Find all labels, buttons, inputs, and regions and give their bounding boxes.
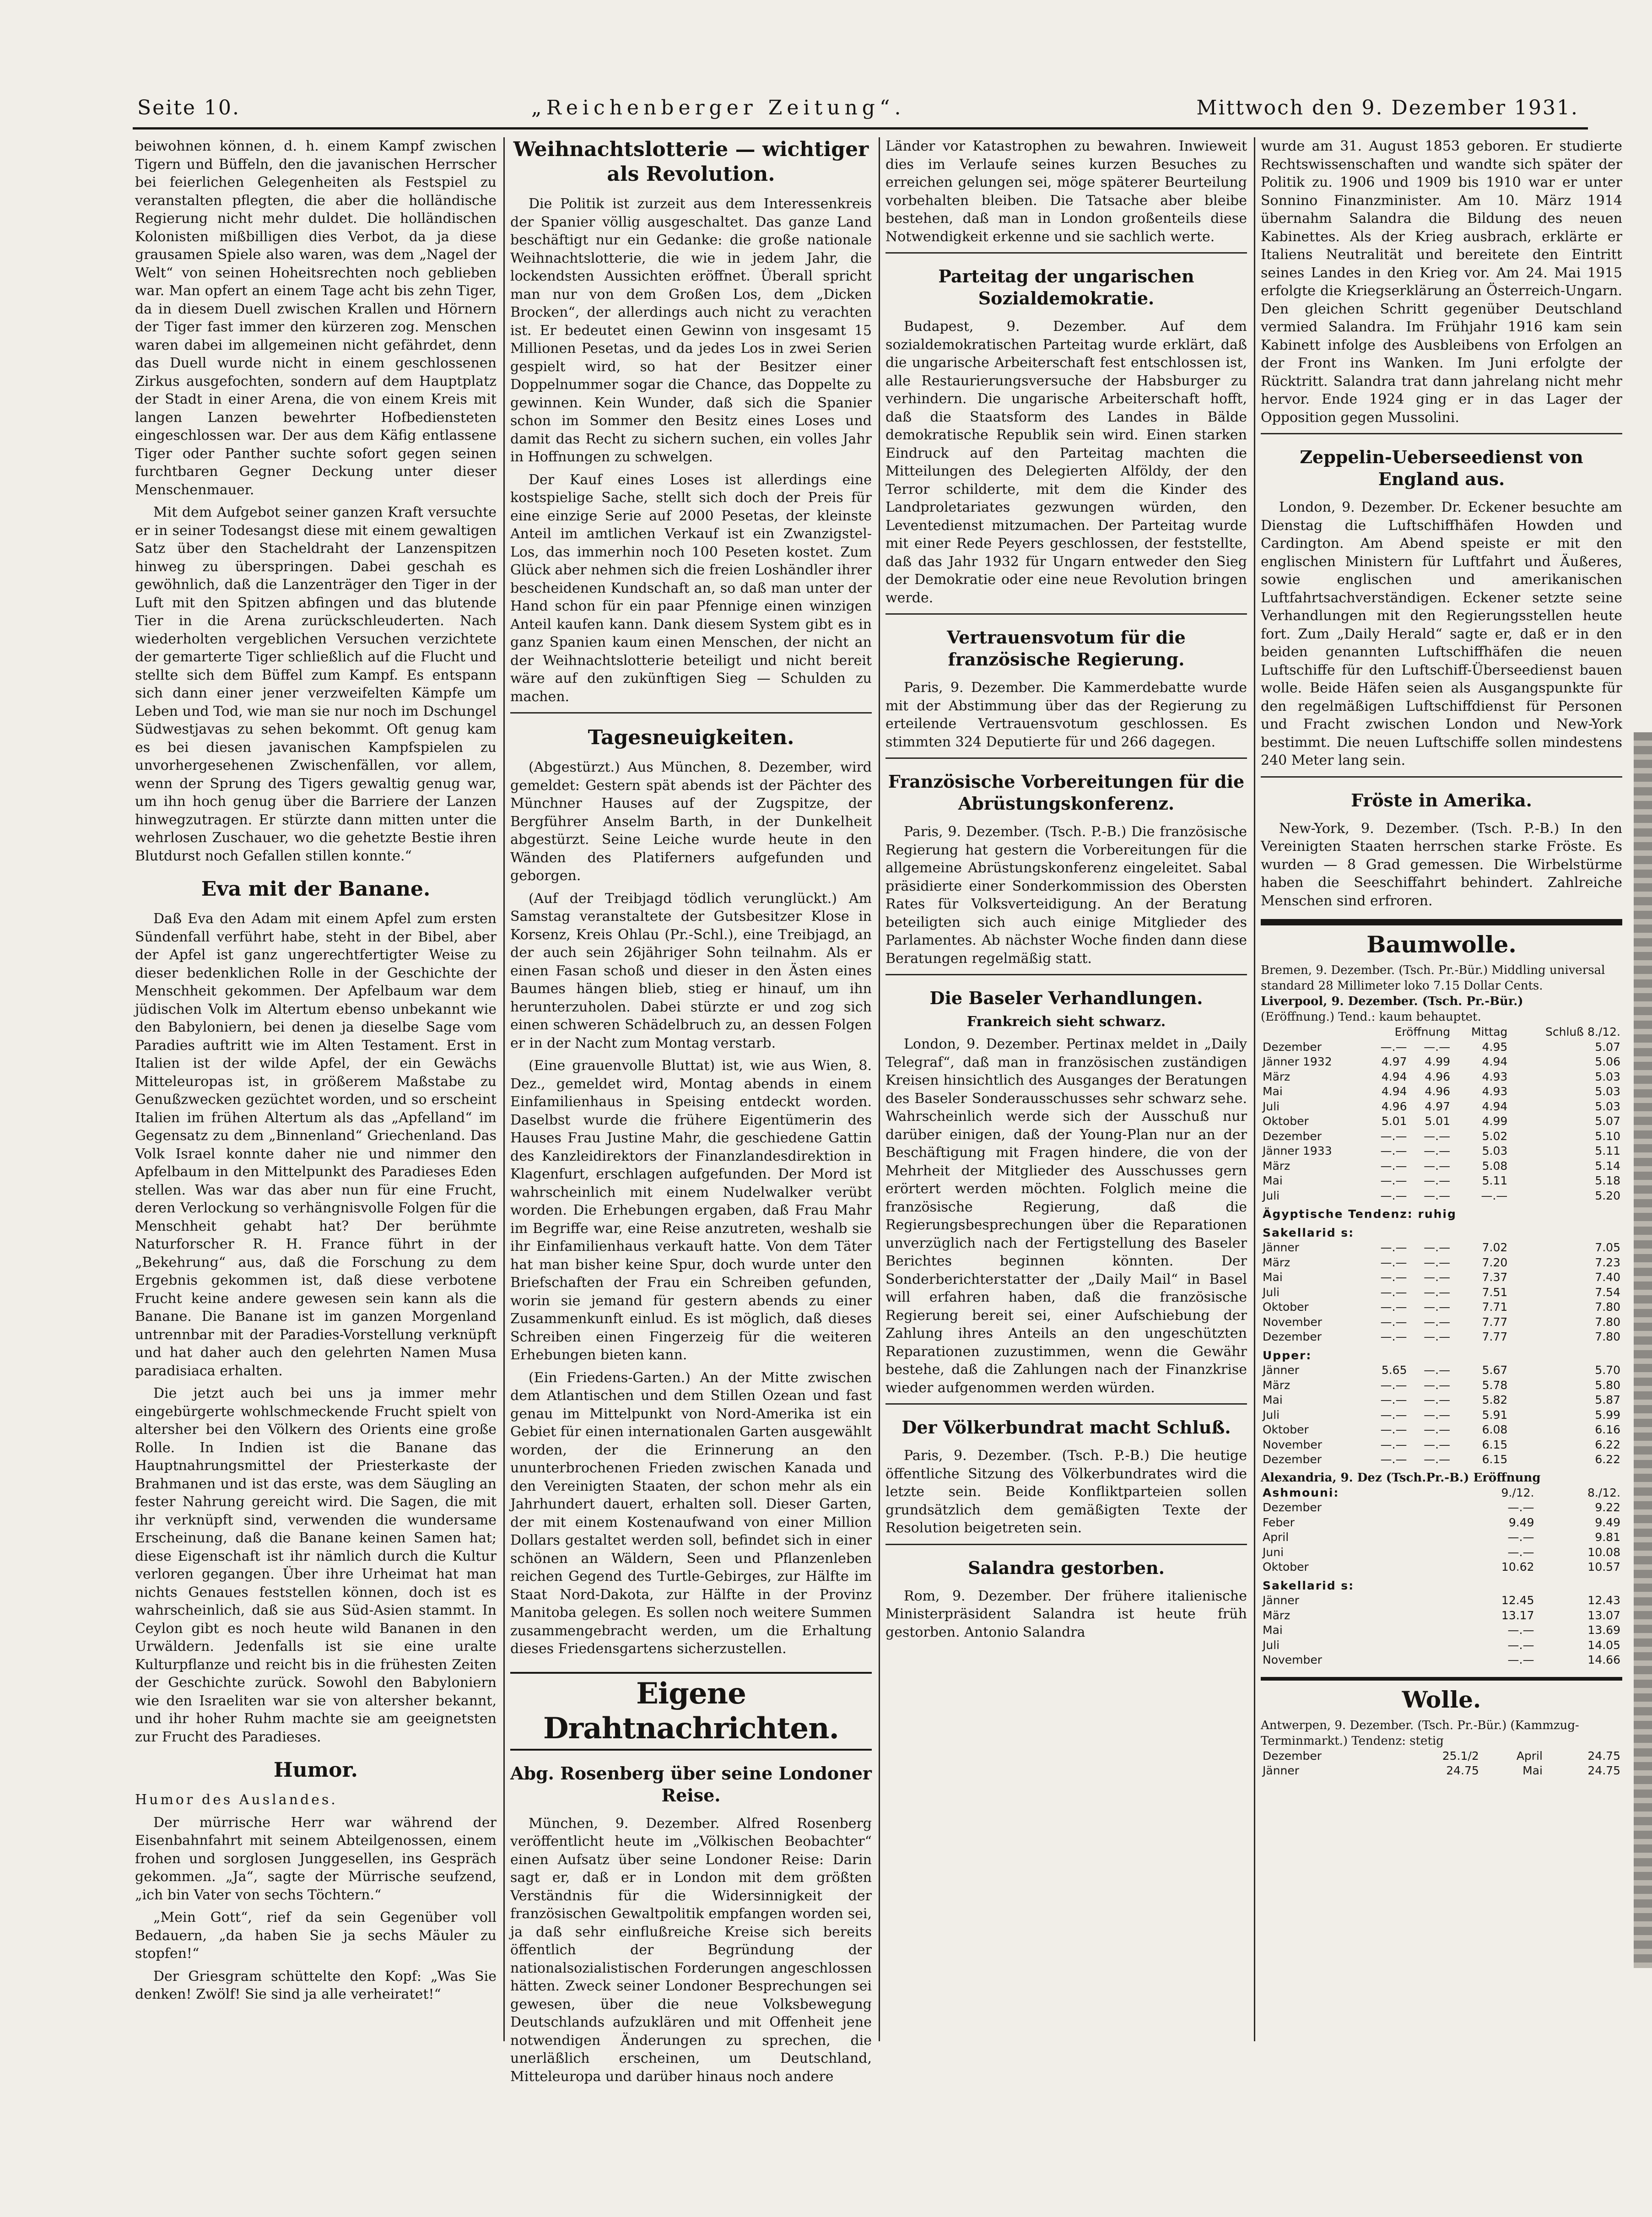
table-row-label: Mai — [1263, 1085, 1283, 1098]
table-cell: —.— — [1380, 1300, 1407, 1314]
table-cell: 24.75 — [1587, 1764, 1620, 1777]
news-item-absturz: (Abgestürzt.) Aus München, 8. Dezember, wird gemeldet: Gestern spät abends ist der Pächter des Münchner Hauses auf der Zugspitze, der Bergführer Anselm Barth, in der Dunkelheit abgestürzt. Seine Leiche wurde heute in den Wänden des Platiferners aufgefunden und geborgen. — [510, 759, 872, 884]
table-group-row — [1261, 1203, 1622, 1222]
headline-eva: Eva mit der Banane. — [201, 877, 431, 901]
table-cell: 5.11 — [1482, 1174, 1508, 1187]
table-cell: 9.49 — [1595, 1515, 1620, 1529]
table-row-label: März — [1263, 1070, 1290, 1083]
table-cell: 6.22 — [1595, 1453, 1620, 1466]
table-row-label: Oktober — [1263, 1560, 1309, 1574]
table-cell: 7.54 — [1595, 1285, 1620, 1299]
table-cell: 5.06 — [1595, 1055, 1620, 1068]
table-cell: 4.96 — [1381, 1099, 1407, 1113]
table-cell: 12.43 — [1587, 1594, 1620, 1607]
table-group-row — [1261, 1222, 1622, 1241]
table-cell: 6.15 — [1482, 1453, 1508, 1466]
table-row-label: April — [1263, 1530, 1289, 1544]
table-cell: —.— — [1424, 1189, 1451, 1202]
table-cell: 7.80 — [1595, 1315, 1620, 1329]
salandra-paragraph: Rom, 9. Dezember. Der frühere italienische Ministerpräsident Salandra ist heute früh gestorben. Antonio Salandra — [885, 1588, 1247, 1640]
table-row — [1261, 1623, 1622, 1638]
table-row-label: November — [1263, 1438, 1323, 1451]
table-cell: —.— — [1380, 1129, 1407, 1143]
table-row-label: Juli — [1263, 1638, 1280, 1652]
news-item-friedensgarten: (Ein Friedens-Garten.) An der Mitte zwischen dem Atlantischen und dem Stillen Ozean und fast genau im Mittelpunkt von Nord-Amerika ist ein Gebiet für einen internationalen Garten ausgewählt worden, der die Erinnerung an den ununterbrochenen Frieden zwischen Kanada und den Vereinigten Staaten, der schon mehr als ein Jahrhundert dauert, erhalten soll. Dieser Garten, der mit einem Kostenaufwand von einer Million Dollars gestaltet werden soll, befindet sich in einer schönen an Wäldern, Seen und Pflanzenleben reichen Gegend des Turtle-Gebirges, zur Hälfte im Staat Nord-Dakota, zur Hälfte in der Provinz Manitoba gelegen. Es sollen noch weitere Summen zusammengebracht werden, um die Erhaltung dieses Friedensgartens sicherzustellen. — [510, 1369, 872, 1657]
table-row — [1261, 1749, 1622, 1764]
table-cell: —.— — [1424, 1315, 1451, 1329]
table-row — [1261, 1422, 1622, 1438]
table-row-label: Dezember — [1263, 1040, 1322, 1054]
table-cell: 5.10 — [1595, 1129, 1620, 1143]
table-cell: 6.22 — [1595, 1438, 1620, 1451]
table-row-label: Mai — [1263, 1174, 1283, 1187]
table-row-label: Mai — [1263, 1623, 1283, 1637]
table-cell: 5.99 — [1595, 1408, 1620, 1422]
table-cell: —.— — [1424, 1438, 1451, 1451]
table-cell: 4.99 — [1425, 1055, 1451, 1068]
table-row — [1261, 1438, 1622, 1453]
table-cell: 5.78 — [1482, 1378, 1508, 1392]
liverpool-head: Liverpool, 9. Dezember. (Tsch. Pr.-Bür.) — [1261, 995, 1523, 1008]
headline-zeppelin: Zeppelin-Ueberseedienst von England aus. — [1300, 447, 1583, 489]
headline-salandra: Salandra gestorben. — [968, 1557, 1165, 1578]
table-cell: —.— — [1380, 1189, 1407, 1202]
table-cell: 6.15 — [1482, 1438, 1508, 1451]
egyptian-tendency: Ägyptische Tendenz: ruhig — [1263, 1207, 1457, 1221]
table-cell: —.— — [1424, 1453, 1451, 1466]
lottery-paragraph-2: Der Kauf eines Loses ist allerdings eine kostspielige Sache, stellt sich doch der Preis für eine einzige Serie auf 2000 Pesetas, der kleinste Anteil im amtlichen Verkauf ist ein Zwanzigstel-Los, das immerhin noch 100 Peseten kostet. Zum Glück aber nehmen sich die freien Loshändler ihrer bescheidenen Kundschaft an, so daß man unter der Hand schon für ein paar Pfennige einen winzigen Anteil kaufen kann. Dank diesem System gibt es in ganz Spanien kaum einen Menschen, der nicht an der Weihnachtslotterie beteiligt und nicht bereit wäre auf den zukünftigen Sieg — Schulden zu machen. — [510, 471, 872, 705]
headline-ungarn: Parteitag der ungarischen Sozialdemokratie. — [938, 266, 1194, 308]
table-cell: —.— — [1424, 1408, 1451, 1422]
alexandria-table — [1261, 1486, 1622, 1668]
news-item-treibjagd: (Auf der Treibjagd tödlich verunglückt.) Am Samstag veranstaltete der Gutsbesitzer Klose in Korsenz, Kreis Ohlau (Pr.-Schl.), eine Treibjagd, an der auch sein 26jähriger Sohn teilnahm. Als er einen Fasan schoß und dieser in den Ästen eines Baumes hängen blieb, stieg er hinauf, um ihn herunterzuholen. Dabei stürzte er und zog sich einen schweren Schädelbruch zu, an dessen Folgen er in der Nacht zum Montag verstarb. — [510, 890, 872, 1051]
table-cell: —.— — [1380, 1271, 1407, 1284]
market-section-bar — [1261, 1677, 1622, 1681]
table-cell: —.— — [1481, 1189, 1508, 1202]
group-label-sakellarid-2: Sakellarid s: — [1263, 1579, 1355, 1592]
table-row — [1261, 1300, 1622, 1315]
table-cell: 5.67 — [1482, 1363, 1508, 1377]
table-row — [1261, 1530, 1622, 1545]
salandra-continued: wurde am 31. August 1853 geboren. Er studierte Rechtswissenschaften und wandte sich später der Politik zu. 1906 und 1909 bis 1910 war er unter Sonnino Finanzminister. Am 10. März 1914 übernahm Salandra die Bildung des neuen Kabinettes. Als der Krieg ausbrach, erklärte er Italiens Neutralität und bereitete den Eintritt seines Landes in den Krieg vor. Am 24. Mai 1915 erfolgte die Kriegserklärung an Österreich-Ungarn. Den gleichen Schritt gegenüber Deutschland vermied Salandra. Im Frühjahr 1916 kam sein Kabinett infolge des Ausbleibens von Erfolgen an der Front ins Wanken. Im Juni erfolgte der Rücktritt. Salandra trat dann jahrelang nicht mehr hervor. Ende 1924 ging er in das Lager der Opposition gegen Mussolini. — [1261, 138, 1622, 426]
table-cell: 5.20 — [1595, 1189, 1620, 1202]
table-row-label: Jänner — [1263, 1363, 1300, 1377]
liverpool-table — [1261, 1025, 1622, 1467]
table-row-label: Juli — [1263, 1408, 1280, 1422]
table-cell: 7.05 — [1595, 1241, 1620, 1254]
table-cell: —.— — [1507, 1623, 1534, 1637]
table-cell: —.— — [1380, 1285, 1407, 1299]
table-row — [1261, 1593, 1622, 1608]
table-cell: 9.81 — [1595, 1530, 1620, 1544]
section-rule — [885, 1544, 1247, 1545]
table-cell: 9.22 — [1595, 1501, 1620, 1514]
table-cell: —.— — [1424, 1378, 1451, 1392]
table-cell: 9.49 — [1508, 1515, 1534, 1529]
table-cell: 10.62 — [1501, 1560, 1534, 1574]
table-row-label: Juli — [1263, 1285, 1280, 1299]
header-rule — [133, 127, 1588, 130]
table-cell: 4.97 — [1425, 1099, 1451, 1113]
table-cell: 4.94 — [1381, 1070, 1407, 1083]
binding-edge-strip — [1634, 732, 1652, 1968]
table-cell: 14.66 — [1587, 1653, 1620, 1666]
table-row-label: Oktober — [1263, 1423, 1309, 1436]
table-cell: 5.70 — [1595, 1363, 1620, 1377]
table-cell: —.— — [1380, 1241, 1407, 1254]
table-row — [1261, 1040, 1622, 1055]
table-cell: 7.80 — [1595, 1300, 1620, 1314]
table-row — [1261, 1315, 1622, 1330]
headline-lottery: Weihnachtslotterie — wichtiger als Revolution. — [513, 138, 869, 186]
table-cell: —.— — [1424, 1330, 1451, 1343]
table-cell: 7.02 — [1482, 1241, 1508, 1254]
table-row-label: Dezember — [1263, 1129, 1322, 1143]
table-col-header: 9./12. — [1501, 1486, 1534, 1499]
table-row — [1261, 1270, 1622, 1285]
humor-paragraph-1: Der mürrische Herr war während der Eisenbahnfahrt mit seinem Abteilgenossen, einem frohen und sorglosen Junggesellen, ins Gespräch gekommen. „Ja“, sagte der Mürrische seufzend, „ich bin Vater von sechs Töchtern.“ — [135, 1814, 497, 1903]
table-cell: —.— — [1507, 1653, 1534, 1666]
table-cell: 5.87 — [1595, 1393, 1620, 1406]
section-rule — [1261, 433, 1622, 434]
table-row — [1261, 1129, 1622, 1144]
abruestung-paragraph: Paris, 9. Dezember. (Tsch. P.-B.) Die französische Regierung hat gestern die Vorbereitungen für die allgemeine Abrüstungskonferenz eingeleitet. Sabal präsidierte einer Sonderkommission des Obersten Rates für Volksverteidigung. An der Beratung beteiligten sich auch einige Mitglieder des Parlamentes. Ab nächster Woche finden dann diese Beratungen regelmäßig statt. — [885, 824, 1247, 967]
antwerpen-table — [1261, 1749, 1622, 1779]
eva-paragraph-1: Daß Eva den Adam mit einem Apfel zum ersten Sündenfall verführt habe, steht in der Bibel, aber der Apfel ist ganz ungerechtfertigter Weise zu dieser bedenklichen Rolle in der Geschichte der Menschheit gekommen. Der Apfelbaum war dem jüdischen Volk im Altertum ebenso unbekannt wie den Babyloniern, bei denen ja dieselbe Sage vom Paradies auftritt wie im Alten Testament. Erst in Italien ist der wilde Apfel, der ein Gewächs Mitteleuropas ist, in größerem Maßstabe zu Genußzwecken gezüchtet worden, und so erscheint Italien im frühen Altertum als das „Apfelland“ im Gegensatz zu dem „Binnenland“ Griechenland. Das Volk Israel konnte daher nie und nimmer den Apfelbaum in den Mittelpunkt des Paradieses Eden stellen. Was war das aber nun für eine Frucht, deren Verlockung so verhängnisvolle Folgen für die Menschheit gehabt hat? Der berühmte Naturforscher R. H. France führt in der „Bekehrung“ aus, daß die Forschung zu dem Ergebnis gekommen ist, daß diese verbotene Frucht keine andere gewesen sein kann als die Banane. Die Banane ist im ganzen Morgenland untrennbar mit der Paradies-Vorstellung verknüpft und hat daher auch den gelehrten Namen Musa paradisiaca erhalten. — [135, 911, 497, 1379]
vertrauensvotum-paragraph: Paris, 9. Dezember. Die Kammerdebatte wurde mit der Abstimmung über das der Regierung zu erteilende Vertrauensvotum geschlossen. Es stimmten 324 Deputierte für und 266 dagegen. — [885, 680, 1247, 750]
humor-subheading: Humor des Auslandes. — [135, 1792, 338, 1808]
table-row — [1261, 1255, 1622, 1271]
table-row — [1261, 1393, 1622, 1408]
zeppelin-paragraph: London, 9. Dezember. Dr. Eckener besuchte am Dienstag die Luftschiffhäfen Howden und Cardington. Am Abend speiste er mit den englischen Ministern für Luftfahrt und Äußeres, sowie englischen und amerikanischen Luftfahrtsachverständigen. Eckener setzte seine Verhandlungen mit den Regierungsstellen heute fort. Zum „Daily Herald“ sagte er, daß er in den beiden genannten Luftschiffhäfen die neuen Luftschiffe für den Luftschiff-Überseedienst bauen wolle. Beide Häfen seien als Ausgangspunkte für den regelmäßigen Luftschiffdienst für Personen und Fracht zwischen London und New-York bestimmt. Die neuen Luftschiffe sollen mindestens 240 Meter lang sein. — [1261, 499, 1622, 768]
table-row — [1261, 1173, 1622, 1189]
table-cell: —.— — [1380, 1423, 1407, 1436]
section-rule — [510, 712, 872, 714]
table-row — [1261, 1099, 1622, 1114]
table-row — [1261, 1114, 1622, 1129]
table-cell: 7.20 — [1482, 1255, 1508, 1269]
table-row — [1261, 1500, 1622, 1515]
table-cell: 13.17 — [1501, 1608, 1534, 1622]
table-cell: 5.82 — [1482, 1393, 1508, 1406]
table-cell: 5.03 — [1595, 1085, 1620, 1098]
table-cell: 4.94 — [1482, 1055, 1508, 1068]
table-cell: 5.07 — [1595, 1040, 1620, 1054]
table-cell: 7.77 — [1482, 1315, 1508, 1329]
table-row-label: Mai — [1263, 1393, 1283, 1406]
table-cell: —.— — [1507, 1501, 1534, 1514]
headline-voelkerbund: Der Völkerbundrat macht Schluß. — [902, 1417, 1231, 1438]
table-cell: 5.11 — [1595, 1144, 1620, 1157]
section-rule — [885, 757, 1247, 759]
page-header — [137, 92, 1579, 124]
table-cell: 10.08 — [1587, 1545, 1620, 1559]
headline-abruestung: Französische Vorbereitungen für die Abrüstungskonferenz. — [888, 771, 1245, 814]
table-cell: 5.07 — [1595, 1114, 1620, 1128]
table-cell: —.— — [1380, 1330, 1407, 1343]
froeste-paragraph: New-York, 9. Dezember. (Tsch. P.-B.) In den Vereinigten Staaten herrschen starke Fröste. Es wurden — 8 Grad gemessen. Die Wirbelstürme haben die Seeschiffahrt behindert. Zahlreiche Menschen sind erfroren. — [1261, 820, 1622, 909]
table-row-label: Oktober — [1263, 1114, 1309, 1128]
headline-baumwolle: Baumwolle. — [1366, 931, 1517, 958]
alexandria-head: Alexandria, 9. Dez (Tsch.Pr.-B.) Eröffnung — [1261, 1471, 1541, 1485]
table-row — [1261, 1378, 1622, 1393]
table-cell: 5.14 — [1595, 1159, 1620, 1173]
market-section-bar — [1261, 919, 1622, 925]
table-col-header: Schluß 8./12. — [1545, 1025, 1620, 1038]
subheadline-baseler: Frankreich sieht schwarz. — [966, 1014, 1166, 1030]
table-row — [1261, 1084, 1622, 1099]
table-cell: 5.18 — [1595, 1174, 1620, 1187]
headline-baseler: Die Baseler Verhandlungen. — [929, 988, 1203, 1008]
table-row — [1261, 1653, 1622, 1668]
table-cell: 5.08 — [1482, 1159, 1508, 1173]
table-row-label: Mai — [1263, 1271, 1283, 1284]
table-cell: —.— — [1380, 1255, 1407, 1269]
news-item-bluttat: (Eine grauenvolle Bluttat) ist, wie aus Wien, 8. Dez., gemeldet wird, Montag abends in einem Einfamilienhaus in Speising entdeckt worden. Daselbst wurde die frühere Eigentümerin des Hauses Frau Justine Mahr, die geschiedene Gattin des Kanzleidirektors der Finanzlandesdirektion in Klagenfurt, erschlagen aufgefunden. Der Mord ist wahrscheinlich mit einem Nudelwalker verübt worden. Die Erhebungen ergaben, daß Frau Mahr im Begriffe war, eine Reise anzutreten, weshalb sie ihr Einfamilienhaus verkauft hatte. Von dem Täter hat man bisher keine Spur, doch wurde unter den Briefschaften der Frau ein Schreiben gefunden, worin sie jemand für gestern abends zu einer Zusammenkunft einlud. Es ist möglich, daß dieses Schreiben einen Fingerzeig für die weiteren Erhebungen bieten kann. — [510, 1058, 872, 1363]
table-cell: 25.1/2 — [1442, 1749, 1479, 1763]
table-row-label: Feber — [1263, 1515, 1295, 1529]
bremen-quote: Bremen, 9. Dezember. (Tsch. Pr.-Bür.) Middling universal standard 28 Millimeter loko 7.15 Dollar Cents. — [1261, 963, 1605, 993]
table-cell: 10.57 — [1587, 1560, 1620, 1574]
eva-paragraph-2: Die jetzt auch bei uns ja immer mehr eingebürgerte wohlschmeckende Frucht spielt von altersher bei den Völkern des Orients eine große Rolle. In Indien ist die Banane das Hauptnahrungsmittel der Priesterkaste der Brahmanen und ist das erste, was dem Säugling an fester Nahrung gereicht wird. Die Sagen, die mit ihr verknüpft sind, verwenden die wundersame Erscheinung, daß die Banane keinen Samen hat; diese Eigenschaft ist ihr nämlich durch die Kultur verloren gegangen. Über ihre Urheimat hat man nichts Genaues feststellen können, doch ist es wahrscheinlich, daß sie aus Süd-Asien stammt. In Ceylon gibt es noch heute wild Bananen in den Urwäldern. Jedenfalls ist sie eine uralte Kulturpflanze und reicht bis in die frühesten Zeiten der Geschichte zurück. Sowohl den Babyloniern wie den Israeliten war sie von altersher bekannt, und ihr hoher Ruhm machte sie am geeignetsten zur Frucht des Paradieses. — [135, 1385, 497, 1745]
table-cell: —.— — [1424, 1363, 1451, 1377]
table-cell: 5.80 — [1595, 1378, 1620, 1392]
table-row — [1261, 1763, 1622, 1779]
table-header-row — [1261, 1486, 1622, 1501]
table-cell: 13.07 — [1587, 1608, 1620, 1622]
table-cell: —.— — [1424, 1255, 1451, 1269]
table-row — [1261, 1054, 1622, 1070]
table-header-row — [1261, 1025, 1622, 1040]
table-row-label: März — [1263, 1378, 1290, 1392]
table-col-header: Mittag — [1471, 1025, 1508, 1038]
section-rule — [885, 974, 1247, 975]
table-cell: —.— — [1424, 1040, 1451, 1054]
table-cell: —.— — [1424, 1271, 1451, 1284]
tiger-article-paragraph: Mit dem Aufgebot seiner ganzen Kraft versuchte er in seiner Todesangst diese mit einem gewaltigen Satz über den Stacheldraht der Lanzenspitzen hinweg zu überspringen. Dabei geschah es gewöhnlich, daß die Lanzenträger den Tiger in der Luft mit den Spitzen abfingen und das blutende Tier in die Arena zurückschleuderten. Nach wiederholten vergeblichen Versuchen verzichtete der gemarterte Tiger schließlich auf die Flucht und stellte sich dem Büffel zum Kampf. Es entspann sich dann einer jener verzweifelten Kämpfe um Leben und Tod, wie man sie nur noch im Dschungel Südwestjavas zu sehen bekommt. Oft genug kam es bei diesen javanischen Kampfspielen zu unvorhergesehenen Zwischenfällen, vor allem, wenn der Sprung des Tigers gewaltig genug war, um ihn hoch genug über die Barriere der Lanzen hinwegzutragen. Er stürzte dann mitten unter die wehrlosen Zuschauer, wo die gehetzte Bestie ihren Blutdurst noch Gefallen stillen konnte.“ — [135, 504, 497, 864]
table-cell: —.— — [1424, 1300, 1451, 1314]
table-cell: 5.02 — [1482, 1129, 1508, 1143]
table-cell: 5.01 — [1425, 1114, 1451, 1128]
table-cell: —.— — [1424, 1159, 1451, 1173]
table-cell: —.— — [1380, 1453, 1407, 1466]
antwerpen-head: Antwerpen, 9. Dezember. (Tsch. Pr.-Bür.) (Kammzug-Terminmarkt.) Tendenz: stetig — [1261, 1718, 1579, 1748]
table-cell: 4.93 — [1482, 1070, 1508, 1083]
table-cell: 4.96 — [1425, 1070, 1451, 1083]
table-cell: 13.69 — [1587, 1623, 1620, 1637]
table-row-label: Juli — [1263, 1099, 1280, 1113]
table-cell: —.— — [1380, 1159, 1407, 1173]
table-cell: 7.80 — [1595, 1330, 1620, 1343]
table-cell: 5.01 — [1381, 1114, 1407, 1128]
column-divider — [1254, 137, 1255, 2041]
table-row-label: Juli — [1263, 1189, 1280, 1202]
table-row-label: Jänner — [1263, 1241, 1300, 1254]
liverpool-tendency: (Eröffnung.) Tend.: kaum behauptet. — [1261, 1010, 1481, 1024]
table-row — [1261, 1515, 1622, 1530]
table-cell: Mai — [1522, 1764, 1543, 1777]
table-cell: 4.94 — [1381, 1085, 1407, 1098]
column-1 — [135, 137, 497, 2041]
column-divider — [503, 137, 505, 2041]
table-cell: 5.03 — [1595, 1070, 1620, 1083]
section-banner-drahtnachrichten: Eigene Drahtnachrichten. — [510, 1672, 872, 1751]
table-row-label: Dezember — [1263, 1749, 1322, 1763]
column-4 — [1261, 137, 1622, 2041]
table-row-label: Jänner 1932 — [1263, 1055, 1332, 1068]
table-row — [1261, 1285, 1622, 1300]
table-row-label: März — [1263, 1255, 1290, 1269]
table-row-label: November — [1263, 1653, 1323, 1666]
table-row-label: November — [1263, 1315, 1323, 1329]
newspaper-name: „Reichenberger Zeitung“. — [531, 96, 906, 119]
humor-paragraph-3: Der Griesgram schüttelte den Kopf: „Was Sie denken! Zwölf! Sie sind ja alle verheiratet!“ — [135, 1968, 497, 2002]
table-cell: —.— — [1380, 1315, 1407, 1329]
headline-froeste: Fröste in Amerika. — [1351, 789, 1532, 811]
table-row-label: Dezember — [1263, 1453, 1322, 1466]
table-group-row — [1261, 1345, 1622, 1363]
table-row — [1261, 1363, 1622, 1378]
table-row — [1261, 1330, 1622, 1345]
table-cell: 4.97 — [1381, 1055, 1407, 1068]
group-label-upper: Upper: — [1263, 1348, 1312, 1362]
headline-wolle: Wolle. — [1402, 1686, 1481, 1713]
table-cell: —.— — [1507, 1545, 1534, 1559]
table-cell: —.— — [1424, 1144, 1451, 1157]
table-row-label: Jänner — [1263, 1594, 1300, 1607]
table-row — [1261, 1638, 1622, 1653]
table-row-label: Dezember — [1263, 1330, 1322, 1343]
table-cell: —.— — [1380, 1144, 1407, 1157]
column-2 — [510, 137, 872, 2085]
table-row — [1261, 1408, 1622, 1423]
table-row — [1261, 1070, 1622, 1085]
table-cell: —.— — [1507, 1638, 1534, 1652]
ungarn-paragraph: Budapest, 9. Dezember. Auf dem sozialdemokratischen Parteitag wurde erklärt, daß die ungarische Arbeiterschaft fest entschlossen ist, alle Restaurierungsversuche der Habsburger zu verhindern. Die ungarische Arbeiterschaft hofft, daß die Staatsform des Landes in Bälde demokratische Republik sein wird. Einen starken Eindruck auf den Parteitag machten die Mitteilungen des Delegierten Alföldy, der den Terror schilderte, mit dem die Kinder des Landproletariates gezwungen würden, den Leventedienst mitzumachen. Der Parteitag wurde mit einer Rede Peyers geschlossen, der feststellte, daß das Jahr 1932 für Ungarn entweder den Sieg der Demokratie oder eine neue Revolution bringen werde. — [885, 319, 1247, 606]
table-cell: —.— — [1424, 1241, 1451, 1254]
table-row — [1261, 1452, 1622, 1467]
table-cell: 12.45 — [1501, 1594, 1534, 1607]
table-cell: 4.96 — [1425, 1085, 1451, 1098]
headline-humor: Humor. — [274, 1758, 358, 1782]
table-row-label: Juni — [1263, 1545, 1284, 1559]
section-rule — [885, 613, 1247, 615]
table-cell: 24.75 — [1446, 1764, 1479, 1777]
table-row — [1261, 1560, 1622, 1575]
table-cell: 7.71 — [1482, 1300, 1508, 1314]
table-cell: —.— — [1380, 1408, 1407, 1422]
table-cell: 4.94 — [1482, 1099, 1508, 1113]
page-number: Seite 10. — [137, 96, 240, 119]
table-cell: 5.91 — [1482, 1408, 1508, 1422]
market-report — [1261, 931, 1622, 1779]
headline-tagesneuigkeiten: Tagesneuigkeiten. — [588, 726, 794, 749]
lottery-paragraph-1: Die Politik ist zurzeit aus dem Interessenkreis der Spanier völlig ausgeschaltet. Das ganze Land beschäftigt nur ein Gedanke: die große nationale Weihnachtslotterie, die wie in jedem Jahr, die lockendsten Aussichten eröffnet. Überall spricht man nur von dem Großen Los, dem „Dicken Brocken“, der allerdings auch nicht zu verachten ist. Er bedeutet einen Gewinn von insgesamt 15 Millionen Pesetas, und da jedes Los in zwei Serien gespielt wird, so hat der Besitzer einer Doppelnummer sogar die Chance, das Doppelte zu gewinnen. Kein Wunder, daß sich die Spanier schon im Sommer den Besitz eines Loses und damit das Recht zu sichern suchen, ein volles Jahr in Hoffnungen zu schwelgen. — [510, 196, 872, 465]
table-col-header: Eröffnung — [1394, 1025, 1451, 1038]
table-row-label: Jänner — [1263, 1764, 1300, 1777]
rosenberg-paragraph: München, 9. Dezember. Alfred Rosenberg veröffentlicht heute im „Völkischen Beobachter“ einen Aufsatz über seine Londoner Reise: Darin sagt er, daß er in London mit dem größten Verständnis für die Widersinnigkeit der französischen Gewaltpolitik empfangen worden sei, ja daß sehr einflußreiche Kreise sich bereits öffentlich der Begründung der nationalsozialistischen Forderungen angeschlossen hätten. Zweck seiner Londoner Besprechungen sei gewesen, über die neue Volksbewegung Deutschlands aufzuklären und mit Offenheit jene notwendigen Änderungen zu sprechen, die unerläßlich erscheinen, um Deutschland, Mitteleuropa und darüber hinaus noch andere — [510, 1815, 872, 2085]
table-cell: 5.03 — [1595, 1099, 1620, 1113]
table-cell: —.— — [1380, 1378, 1407, 1392]
table-cell: 6.16 — [1595, 1423, 1620, 1436]
table-cell: —.— — [1424, 1285, 1451, 1299]
table-row-label: Dezember — [1263, 1501, 1322, 1514]
voelkerbund-paragraph: Paris, 9. Dezember. (Tsch. P.-B.) Die heutige öffentliche Sitzung des Völkerbundrates wird die letzte sein. Beide Konfliktparteien sollen grundsätzlich dem gemäßigten Texte der Resolution beigetreten sein. — [885, 1448, 1247, 1536]
table-row-label: Oktober — [1263, 1300, 1309, 1314]
table-cell: 5.65 — [1381, 1363, 1407, 1377]
table-cell: —.— — [1424, 1393, 1451, 1406]
table-cell: —.— — [1380, 1438, 1407, 1451]
table-cell: —.— — [1380, 1174, 1407, 1187]
section-rule — [1261, 776, 1622, 778]
headline-vertrauensvotum: Vertrauensvotum für die französische Regierung. — [947, 627, 1186, 670]
table-cell: 7.37 — [1482, 1271, 1508, 1284]
headline-rosenberg: Abg. Rosenberg über seine Londoner Reise. — [510, 1763, 872, 1806]
table-cell: —.— — [1424, 1174, 1451, 1187]
table-cell: 4.99 — [1482, 1114, 1508, 1128]
table-row — [1261, 1189, 1622, 1204]
tiger-article-continued: beiwohnen können, d. h. einem Kampf zwischen Tigern und Büffeln, den die javanischen Herrscher bei feierlichen Gelegenheiten als Festspiel zu veranstalten pflegten, die aber die holländische Regierung nicht mehr duldet. Die holländischen Kolonisten mißbilligen dies Verbot, da ja diese grausamen Spiele also waren, was dem „Nagel der Welt“ von seinen Hoheitsrechten noch geblieben war. Man opfert an einem Tage acht bis zehn Tiger, da in diesem Duell zwischen Krallen und Hörnern der Tiger fast immer den kürzeren zog. Menschen waren dabei im allgemeinen nicht gefährdet, denn das Duell wurde nicht in einem geschlossenen Zirkus ausgefochten, sondern auf dem Hauptplatz der Stadt in einer Arena, die von einem Kreis mit langen Lanzen bewehrter Hofbediensteten eingeschlossen war. Der aus dem Käfig entlassene Tiger oder Panther suchte sofort gegen seinen furchtbaren Gegner Deckung unter dieser Menschenmauer. — [135, 138, 497, 498]
rosenberg-continued: Länder vor Katastrophen zu bewahren. Inwieweit dies im Verlaufe seines kurzen Besuches zu erreichen gelungen sei, möge späterer Beurteilung vorbehalten bleiben. Die Tatsache aber bleibe bestehen, daß man in London großenteils diese Notwendigkeit erkenne und sie sachlich werte. — [885, 138, 1247, 245]
table-cell: —.— — [1424, 1129, 1451, 1143]
table-cell: 14.05 — [1587, 1638, 1620, 1652]
table-cell: 6.08 — [1482, 1423, 1508, 1436]
table-cell: —.— — [1424, 1423, 1451, 1436]
table-cell: —.— — [1507, 1530, 1534, 1544]
table-cell: 7.40 — [1595, 1271, 1620, 1284]
column-divider — [879, 137, 880, 2041]
table-row-label: März — [1263, 1159, 1290, 1173]
table-col-header: 8./12. — [1587, 1486, 1620, 1499]
table-cell: —.— — [1380, 1393, 1407, 1406]
table-row-label: Jänner 1933 — [1263, 1144, 1332, 1157]
table-cell: 7.51 — [1482, 1285, 1508, 1299]
table-row — [1261, 1545, 1622, 1560]
table-cell: 7.77 — [1482, 1330, 1508, 1343]
table-row — [1261, 1159, 1622, 1174]
table-row — [1261, 1240, 1622, 1255]
table-cell: 4.95 — [1482, 1040, 1508, 1054]
section-rule — [885, 1403, 1247, 1405]
table-cell: —.— — [1380, 1040, 1407, 1054]
table-row-label: März — [1263, 1608, 1290, 1622]
humor-paragraph-2: „Mein Gott“, rief da sein Gegenüber voll Bedauern, „da haben Sie ja sechs Mäuler zu stopfen!“ — [135, 1909, 497, 1962]
baseler-paragraph: London, 9. Dezember. Pertinax meldet in „Daily Telegraf“, daß man in französischen zuständigen Kreisen hinsichtlich des Ausganges der Beratungen des Baseler Sonderausschusses sehr schwarz sehe. Wahrscheinlich werde sich der Ausschuß nur darüber einigen, daß der Young-Plan nur an der Beschäftigung mit Fragen hindere, die von der Mehrheit der Mitglieder des Ausschusses gern erörtert werden möchten. Folglich meine die französische Regierung, daß die Regierungsbesprechungen über die Reparationen unverzüglich nach der Fertigstellung des Baseler Berichtes beginnen könnten. Der Sonderberichterstatter der „Daily Mail“ in Basel will erfahren haben, daß die französische Regierung bereit sei, einer Aufschiebung der Zahlung ihres Anteils an den ungeschützten Reparationen zuzustimmen, wenn die Gewähr bestehe, daß die Zahlungen nach der Finanzkrise wieder aufgenommen werden würden. — [885, 1036, 1247, 1396]
table-cell: 5.03 — [1482, 1144, 1508, 1157]
table-cell: 4.93 — [1482, 1085, 1508, 1098]
table-cell: 7.23 — [1595, 1255, 1620, 1269]
table-cell: 24.75 — [1587, 1749, 1620, 1763]
table-row — [1261, 1608, 1622, 1623]
table-cell: April — [1516, 1749, 1543, 1763]
section-rule — [885, 252, 1247, 254]
table-row — [1261, 1144, 1622, 1159]
group-label-sakellarid: Sakellarid s: — [1263, 1226, 1355, 1239]
issue-date: Mittwoch den 9. Dezember 1931. — [1196, 96, 1579, 119]
table-group-row — [1261, 1575, 1622, 1594]
column-3 — [885, 137, 1247, 2041]
group-label-ashmouni: Ashmouni: — [1263, 1486, 1339, 1499]
